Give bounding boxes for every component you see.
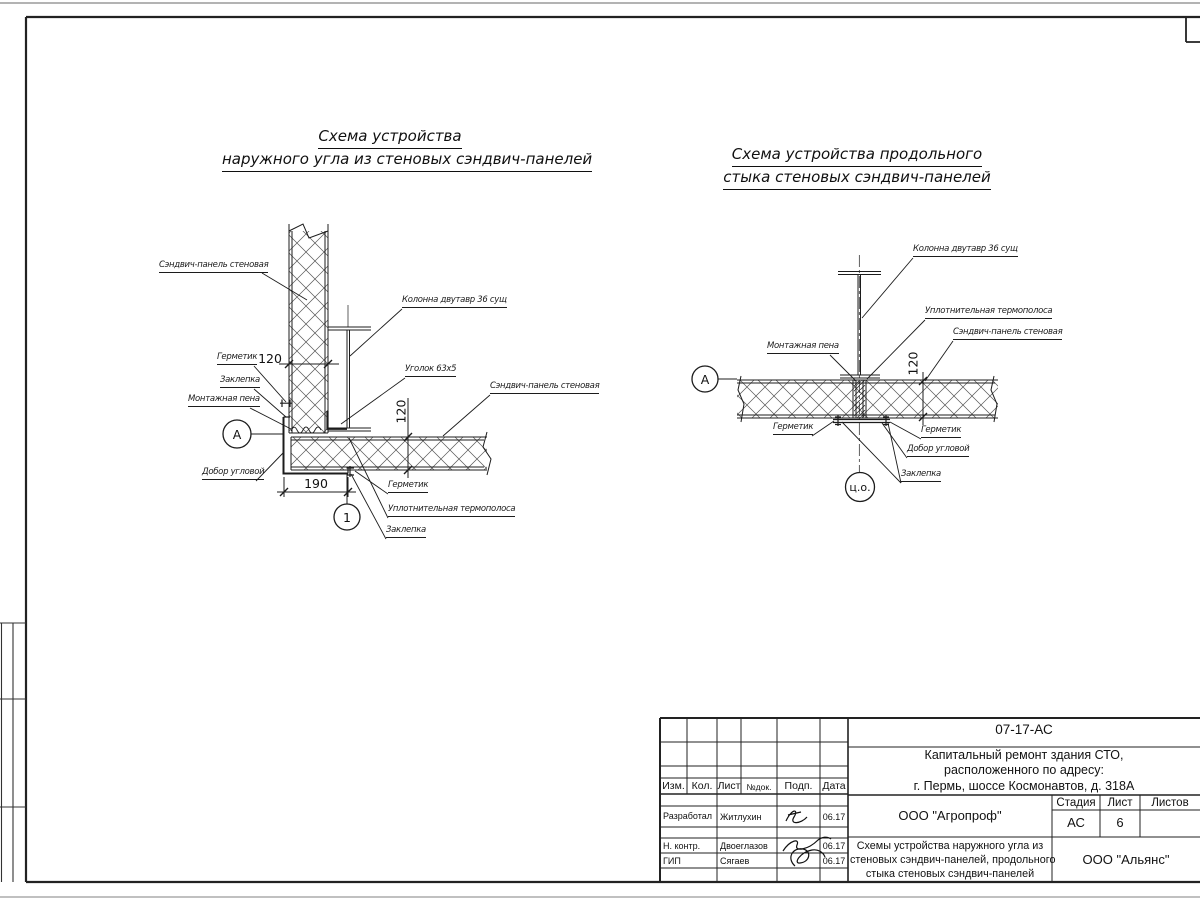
rivet-mark-left (280, 400, 292, 408)
label-corner-trim: Добор угловой (202, 468, 264, 480)
project-name (848, 748, 1200, 794)
subject-line2: стеновых сэндвич-панелей, продольного (850, 854, 1056, 866)
label-rivet-top: Заклепка (220, 376, 260, 388)
doc-number: 07-17-АС (995, 722, 1053, 737)
col-list: Лист (717, 780, 741, 792)
rivet-mark-1 (835, 416, 841, 427)
dim-corner-width: 190 (304, 476, 328, 491)
row-name: Двоеглазов (720, 841, 768, 851)
left-title-line2: наружного угла из стеновых сэндвич-панелей (222, 149, 592, 172)
sheets-label: Листов (1151, 797, 1189, 809)
row-role: Н. контр. (663, 841, 701, 851)
top-right-doc-box (1186, 18, 1200, 42)
node-marker-A: А (232, 427, 242, 442)
row-name: Сягаев (720, 856, 750, 866)
label-foam: Монтажная пена (767, 342, 839, 354)
label-panel-right: Сэндвич-панель стеновая (490, 382, 599, 394)
row-name: Житлухин (720, 812, 762, 822)
row-date: 06.17 (822, 856, 846, 866)
project-line1: Капитальный ремонт здания СТО, (924, 748, 1124, 762)
drawing-subject (850, 839, 1056, 881)
label-sealant-left: Герметик (773, 423, 813, 435)
label-sealant-top: Герметик (217, 353, 257, 365)
subject-line3: стыка стеновых сэндвич-панелей (865, 868, 1035, 880)
label-corner-trim: Добор угловой (907, 445, 969, 457)
side-stamp (0, 623, 26, 882)
row-date: 06.17 (822, 812, 846, 822)
corner-trim (833, 420, 890, 423)
label-foam: Монтажная пена (188, 395, 260, 407)
stage-value: АС (1067, 815, 1085, 830)
right-detail-title (702, 144, 1012, 190)
sheet-number: 6 (1116, 815, 1124, 830)
col-kol: Кол. (691, 780, 713, 792)
col-podp: Подп. (784, 780, 813, 792)
label-column: Колонна двутавр 36 сущ (402, 296, 507, 308)
col-izm: Изм. (662, 780, 685, 792)
project-line3: г. Пермь, шоссе Космонавтов, д. 318А (913, 778, 1135, 793)
label-angle: Уголок 63х5 (405, 365, 456, 377)
left-title-line1: Схема устройства (318, 126, 461, 149)
detail-marker-1: 1 (343, 510, 351, 525)
center-axis-marker: ц.о. (849, 481, 871, 494)
label-rivet: Заклепка (901, 470, 941, 482)
project-line2: расположенного по адресу: (944, 763, 1104, 778)
node-marker-A: А (700, 372, 710, 387)
label-sealant-right: Герметик (921, 426, 961, 438)
col-ndok: №док. (746, 782, 772, 792)
contractor-org: ООО "Агропроф" (898, 808, 1002, 823)
label-panel: Сэндвич-панель стеновая (953, 328, 1062, 340)
row-date: 06.17 (822, 841, 846, 851)
col-data: Дата (822, 780, 846, 792)
right-title-line1: Схема устройства продольного (732, 144, 982, 167)
angle-63x5 (328, 411, 348, 429)
label-thermal-strip: Уплотнительная термополоса (388, 505, 515, 517)
dim-panel-width: 120 (258, 351, 282, 366)
signature-zhitlukhin (786, 811, 807, 823)
label-column: Колонна двутавр 36 сущ (913, 245, 1018, 257)
dim-panel-thickness: 120 (393, 399, 409, 424)
right-detail-geometry (692, 255, 998, 502)
client-org: ООО "Альянс" (1082, 852, 1170, 867)
row-role: ГИП (663, 856, 681, 866)
left-detail-title (222, 126, 593, 172)
left-detail-leaders (250, 273, 490, 539)
label-thermal-strip: Уплотнительная термополоса (925, 307, 1052, 319)
subject-line1: Схемы устройства наружного угла из (856, 840, 1044, 852)
stage-label: Стадия (1056, 797, 1096, 809)
dim-panel-thickness: 120 (905, 351, 921, 376)
right-title-line2: стыка стеновых сэндвич-панелей (723, 167, 991, 190)
sheet-label: Лист (1107, 797, 1133, 809)
row-role: Разработал (663, 811, 712, 821)
label-sealant-bottom: Герметик (388, 481, 428, 493)
label-panel: Сэндвич-панель стеновая (159, 261, 268, 273)
label-rivet-bottom: Заклепка (386, 526, 426, 538)
